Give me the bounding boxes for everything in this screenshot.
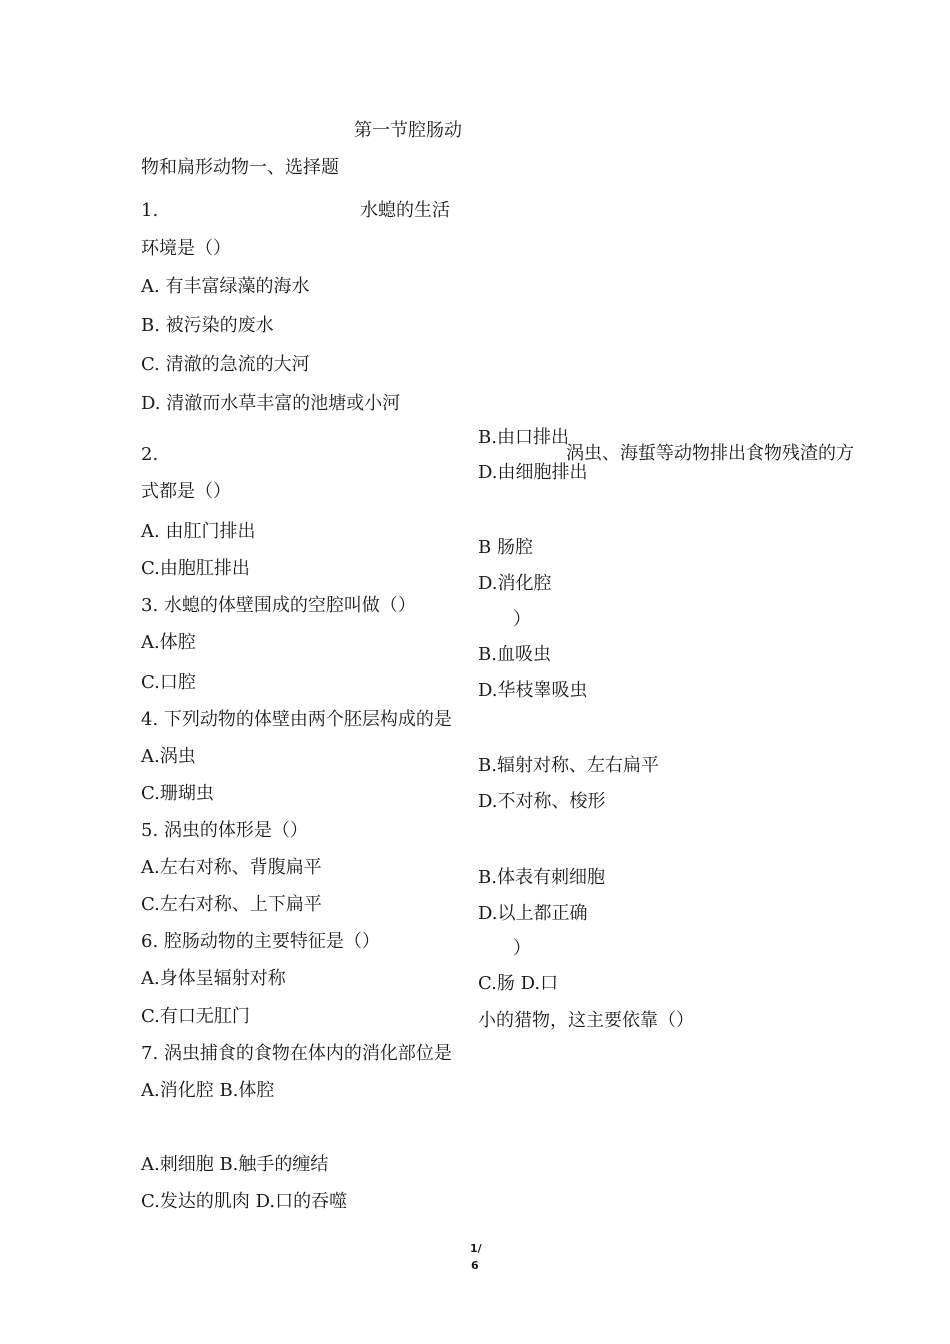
question-3-option-d: D.消化腔 (478, 573, 552, 594)
question-2-number: 2. (141, 444, 159, 465)
question-6-option-a: A.身体呈辐射对称 (141, 968, 286, 989)
question-6-option-d: D.以上都正确 (478, 903, 588, 924)
question-1-option-c: C. 清澈的急流的大河 (141, 354, 310, 375)
question-7-text: 7. 涡虫捕食的食物在体内的消化部位是 (141, 1043, 452, 1064)
section-subtitle: 物和扁形动物一、选择题 (141, 157, 339, 178)
question-1-option-b: B. 被污染的废水 (141, 315, 274, 336)
question-2-option-d: D.由细胞排出 (478, 462, 588, 483)
question-3-text: 3. 水螅的体壁围成的空腔叫做（） (141, 595, 416, 616)
question-2-option-b: B.由口排出 (478, 427, 569, 448)
question-6-option-b: B.体表有刺细胞 (478, 867, 605, 888)
question-7-options-ab: A.消化腔 B.体腔 (141, 1080, 275, 1101)
page-number-current: 1/ (470, 1242, 482, 1255)
question-1-option-d: D. 清澈而水草丰富的池塘或小河 (141, 393, 401, 414)
question-5-option-d: D.不对称、梭形 (478, 791, 606, 812)
question-1-continuation: 环境是（） (141, 238, 231, 259)
section-title: 第一节腔肠动 (354, 120, 462, 141)
question-4-option-a: A.涡虫 (141, 746, 196, 767)
page-number-total: 6 (471, 1259, 479, 1272)
question-7-options-cd: C.肠 D.口 (478, 973, 559, 994)
question-3-option-b: B 肠腔 (478, 537, 533, 558)
question-5-option-b: B.辐射对称、左右扁平 (478, 755, 659, 776)
question-2-text: 涡虫、海蜇等动物排出食物残渣的方 (566, 443, 854, 464)
question-4-paren: ） (513, 609, 531, 630)
question-1-number: 1. (141, 200, 159, 221)
question-4-option-b: B.血吸虫 (478, 644, 551, 665)
question-4-option-c: C.珊瑚虫 (141, 783, 214, 804)
question-3-option-a: A.体腔 (141, 632, 196, 653)
question-5-option-a: A.左右对称、背腹扁平 (141, 857, 322, 878)
question-6-option-c: C.有口无肛门 (141, 1006, 250, 1027)
question-2-option-c: C.由胞肛排出 (141, 558, 250, 579)
question-3-option-c: C.口腔 (141, 672, 196, 693)
question-1-text: 水螅的生活 (360, 200, 450, 221)
question-1-option-a: A. 有丰富绿藻的海水 (141, 276, 310, 297)
question-8-text: 小的猎物，这主要依靠（） (478, 1010, 694, 1031)
question-5-text: 5. 涡虫的体形是（） (141, 820, 308, 841)
question-8-options-ab: A.刺细胞 B.触手的缠结 (141, 1154, 329, 1175)
question-8-options-cd: C.发达的肌肉 D.口的吞噬 (141, 1191, 348, 1212)
question-4-option-d: D.华枝睾吸虫 (478, 680, 588, 701)
question-7-paren: ） (513, 938, 531, 959)
question-5-option-c: C.左右对称、上下扁平 (141, 894, 322, 915)
question-6-text: 6. 腔肠动物的主要特征是（） (141, 931, 380, 952)
question-2-continuation: 式都是（） (141, 481, 231, 502)
question-4-text: 4. 下列动物的体壁由两个胚层构成的是 (141, 709, 452, 730)
question-2-option-a: A. 由肛门排出 (141, 521, 256, 542)
